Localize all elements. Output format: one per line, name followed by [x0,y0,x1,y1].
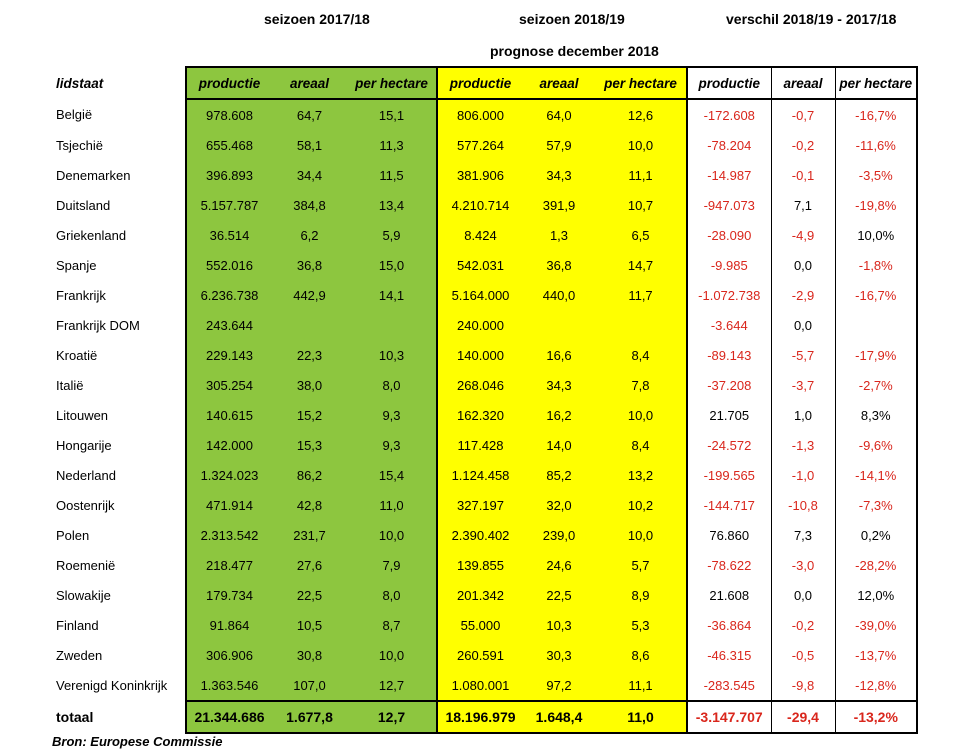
yield-2018: 10,0 [595,130,687,160]
area-2018: 57,9 [523,130,595,160]
area-diff: 7,1 [771,190,835,220]
production-2018: 201.342 [437,580,523,610]
table-row [50,99,917,130]
table-row [50,640,917,670]
area-2017: 22,5 [272,580,347,610]
country-name: Polen [56,527,90,543]
area-diff: -9,8 [771,670,835,701]
yield-diff [835,310,917,340]
country-name: Tsjechië [56,137,103,153]
yield-diff: -2,7% [835,370,917,400]
table-row [50,220,917,250]
yield-2017: 9,3 [347,400,437,430]
area-2017: 27,6 [272,550,347,580]
col-per-hectare-diff: per hectare [835,67,917,99]
area-2018: 85,2 [523,460,595,490]
yield-2017: 13,4 [347,190,437,220]
production-diff: -283.545 [687,670,771,701]
yield-diff: -28,2% [835,550,917,580]
yield-2017: 11,0 [347,490,437,520]
yield-2018: 6,5 [595,220,687,250]
production-2017: 21.344.686 [186,701,272,733]
area-2017: 36,8 [272,250,347,280]
area-2017: 42,8 [272,490,347,520]
source-note: Bron: Europese Commissie [52,734,223,749]
area-2017 [272,310,347,340]
yield-diff: -14,1% [835,460,917,490]
production-2018: 8.424 [437,220,523,250]
production-2017: 229.143 [186,340,272,370]
production-diff: -37.208 [687,370,771,400]
production-2017: 305.254 [186,370,272,400]
table-row [50,610,917,640]
area-2018: 440,0 [523,280,595,310]
yield-2017: 10,0 [347,520,437,550]
area-diff: -0,7 [771,99,835,130]
country-name: Frankrijk DOM [56,317,140,333]
yield-2018: 10,2 [595,490,687,520]
production-diff: -36.864 [687,610,771,640]
area-2018: 22,5 [523,580,595,610]
production-2018: 18.196.979 [437,701,523,733]
production-2017: 91.864 [186,610,272,640]
yield-2017: 12,7 [347,701,437,733]
yield-diff: -7,3% [835,490,917,520]
production-2018: 542.031 [437,250,523,280]
area-2017: 64,7 [272,99,347,130]
production-2018: 327.197 [437,490,523,520]
yield-2018: 10,7 [595,190,687,220]
area-2017: 34,4 [272,160,347,190]
production-2018: 240.000 [437,310,523,340]
area-2018: 14,0 [523,430,595,460]
yield-2018: 8,4 [595,430,687,460]
production-diff: 76.860 [687,520,771,550]
production-2017: 552.016 [186,250,272,280]
country-name: Italië [56,377,84,393]
yield-2017: 12,7 [347,670,437,701]
production-2018: 5.164.000 [437,280,523,310]
yield-2018: 12,6 [595,99,687,130]
yield-2018: 8,6 [595,640,687,670]
table-row [50,370,917,400]
area-2017: 231,7 [272,520,347,550]
yield-diff: -17,9% [835,340,917,370]
area-2018: 1,3 [523,220,595,250]
yield-diff: -16,7% [835,99,917,130]
area-2018: 30,3 [523,640,595,670]
production-2017: 218.477 [186,550,272,580]
production-2017: 140.615 [186,400,272,430]
area-2018 [523,310,595,340]
area-2017: 15,2 [272,400,347,430]
area-diff: -0,2 [771,610,835,640]
production-2017: 5.157.787 [186,190,272,220]
area-2017: 442,9 [272,280,347,310]
yield-diff: -9,6% [835,430,917,460]
production-diff: -1.072.738 [687,280,771,310]
country-name: Frankrijk [56,287,106,303]
country-name: Duitsland [56,197,111,213]
area-2018: 16,6 [523,340,595,370]
production-diff: -9.985 [687,250,771,280]
col-areaal-2018: areaal [523,67,595,99]
production-diff: -89.143 [687,340,771,370]
country-name: Spanje [56,257,97,273]
country-name: Nederland [56,467,116,483]
yield-2018: 13,2 [595,460,687,490]
area-2017: 15,3 [272,430,347,460]
area-diff: 0,0 [771,310,835,340]
country-name: Zweden [56,647,103,663]
yield-diff: 12,0% [835,580,917,610]
table-row [50,670,917,701]
table-row [50,580,917,610]
yield-2017: 9,3 [347,430,437,460]
yield-2018: 11,1 [595,670,687,701]
yield-2017: 11,5 [347,160,437,190]
area-diff: 0,0 [771,250,835,280]
table-row [50,460,917,490]
production-2018: 260.591 [437,640,523,670]
production-2017: 396.893 [186,160,272,190]
area-diff: -1,3 [771,430,835,460]
yield-2017: 8,0 [347,580,437,610]
country-name: Finland [56,617,99,633]
yield-diff: -1,8% [835,250,917,280]
table-row [50,400,917,430]
table-row [50,550,917,580]
yield-2018: 11,7 [595,280,687,310]
area-2017: 107,0 [272,670,347,701]
yield-2017: 5,9 [347,220,437,250]
yield-diff: -13,7% [835,640,917,670]
area-diff: -1,0 [771,460,835,490]
area-2018: 34,3 [523,160,595,190]
season-2017-header: seizoen 2017/18 [264,11,370,27]
yield-2017: 7,9 [347,550,437,580]
production-2018: 139.855 [437,550,523,580]
table-row [50,250,917,280]
area-2018: 36,8 [523,250,595,280]
production-2018: 577.264 [437,130,523,160]
yield-2018: 10,0 [595,400,687,430]
yield-diff: 10,0% [835,220,917,250]
yield-2017: 10,0 [347,640,437,670]
area-diff: -0,5 [771,640,835,670]
area-2018: 64,0 [523,99,595,130]
yield-diff: -3,5% [835,160,917,190]
production-diff: 21.705 [687,400,771,430]
production-2017: 2.313.542 [186,520,272,550]
country-name: Slowakije [56,587,111,603]
area-2017: 6,2 [272,220,347,250]
area-2018: 16,2 [523,400,595,430]
area-diff: -0,1 [771,160,835,190]
production-2017: 1.363.546 [186,670,272,701]
production-2018: 1.124.458 [437,460,523,490]
production-2018: 806.000 [437,99,523,130]
yield-2018: 8,9 [595,580,687,610]
yield-2017: 11,3 [347,130,437,160]
col-per-hectare-2017: per hectare [347,67,437,99]
yield-2018: 8,4 [595,340,687,370]
production-diff: -78.622 [687,550,771,580]
table-row [50,490,917,520]
area-2017: 38,0 [272,370,347,400]
production-2018: 381.906 [437,160,523,190]
area-diff: -3,0 [771,550,835,580]
yield-2017: 8,7 [347,610,437,640]
area-2018: 24,6 [523,550,595,580]
yield-2017: 15,4 [347,460,437,490]
country-name: Denemarken [56,167,131,183]
yield-2017: 14,1 [347,280,437,310]
col-areaal-2017: areaal [272,67,347,99]
production-diff: -144.717 [687,490,771,520]
yield-2018: 5,7 [595,550,687,580]
production-diff: -172.608 [687,99,771,130]
difference-header: verschil 2018/19 - 2017/18 [726,11,897,27]
area-2018: 32,0 [523,490,595,520]
season-2018-header: seizoen 2018/19 [519,11,625,27]
sugar-beet-table [50,66,918,734]
yield-2018: 14,7 [595,250,687,280]
country-name: Litouwen [56,407,109,423]
production-2017: 179.734 [186,580,272,610]
table-row [50,520,917,550]
production-2018: 268.046 [437,370,523,400]
area-diff: -2,9 [771,280,835,310]
production-2017: 36.514 [186,220,272,250]
production-2018: 2.390.402 [437,520,523,550]
yield-diff: -12,8% [835,670,917,701]
country-name: Roemenië [56,557,116,573]
area-2018: 239,0 [523,520,595,550]
production-2017: 978.608 [186,99,272,130]
col-productie-diff: productie [687,67,771,99]
yield-diff: -19,8% [835,190,917,220]
yield-diff: -39,0% [835,610,917,640]
production-diff: -14.987 [687,160,771,190]
production-2018: 140.000 [437,340,523,370]
production-diff: -947.073 [687,190,771,220]
production-2017: 243.644 [186,310,272,340]
production-diff: -199.565 [687,460,771,490]
yield-diff: -13,2% [835,701,917,733]
yield-diff: 0,2% [835,520,917,550]
col-lidstaat: lidstaat [56,75,104,91]
production-diff: -46.315 [687,640,771,670]
area-diff: -3,7 [771,370,835,400]
country-name: Hongarije [56,437,112,453]
area-2017: 10,5 [272,610,347,640]
yield-2017: 15,0 [347,250,437,280]
yield-diff: -11,6% [835,130,917,160]
area-diff: 1,0 [771,400,835,430]
country-name: totaal [56,709,94,725]
production-2018: 4.210.714 [437,190,523,220]
area-diff: -4,9 [771,220,835,250]
area-2017: 30,8 [272,640,347,670]
production-2018: 162.320 [437,400,523,430]
production-diff: -3.147.707 [687,701,771,733]
production-2017: 655.468 [186,130,272,160]
table-row [50,430,917,460]
area-2017: 22,3 [272,340,347,370]
production-2017: 306.906 [186,640,272,670]
country-name: Kroatië [56,347,98,363]
col-productie-2017: productie [186,67,272,99]
yield-2017: 8,0 [347,370,437,400]
table-row [50,310,917,340]
table-row [50,190,917,220]
area-diff: 7,3 [771,520,835,550]
production-2018: 1.080.001 [437,670,523,701]
area-diff: 0,0 [771,580,835,610]
country-name: Oostenrijk [56,497,115,513]
table-row [50,340,917,370]
yield-2018: 5,3 [595,610,687,640]
production-diff: -78.204 [687,130,771,160]
area-2018: 34,3 [523,370,595,400]
column-header-row [50,67,917,99]
production-2017: 6.236.738 [186,280,272,310]
area-2018: 10,3 [523,610,595,640]
production-2017: 142.000 [186,430,272,460]
production-2017: 1.324.023 [186,460,272,490]
table-row [50,130,917,160]
yield-diff: 8,3% [835,400,917,430]
yield-2017 [347,310,437,340]
area-2018: 1.648,4 [523,701,595,733]
production-2017: 471.914 [186,490,272,520]
col-per-hectare-2018: per hectare [595,67,687,99]
forecast-header: prognose december 2018 [490,43,659,59]
col-productie-2018: productie [437,67,523,99]
production-diff: -24.572 [687,430,771,460]
yield-2018: 11,0 [595,701,687,733]
area-2017: 384,8 [272,190,347,220]
yield-2017: 10,3 [347,340,437,370]
area-2017: 1.677,8 [272,701,347,733]
total-row [50,701,917,733]
production-diff: 21.608 [687,580,771,610]
country-name: België [56,107,93,122]
area-diff: -10,8 [771,490,835,520]
production-diff: -28.090 [687,220,771,250]
yield-2018: 10,0 [595,520,687,550]
yield-2018 [595,310,687,340]
area-diff: -5,7 [771,340,835,370]
country-name: Verenigd Koninkrijk [56,678,168,693]
production-diff: -3.644 [687,310,771,340]
col-areaal-diff: areaal [771,67,835,99]
table-row [50,160,917,190]
table-row [50,280,917,310]
country-name: Griekenland [56,227,127,243]
yield-2017: 15,1 [347,99,437,130]
area-diff: -0,2 [771,130,835,160]
yield-diff: -16,7% [835,280,917,310]
yield-2018: 11,1 [595,160,687,190]
area-2017: 86,2 [272,460,347,490]
area-2017: 58,1 [272,130,347,160]
area-diff: -29,4 [771,701,835,733]
production-2018: 117.428 [437,430,523,460]
area-2018: 97,2 [523,670,595,701]
area-2018: 391,9 [523,190,595,220]
yield-2018: 7,8 [595,370,687,400]
production-2018: 55.000 [437,610,523,640]
